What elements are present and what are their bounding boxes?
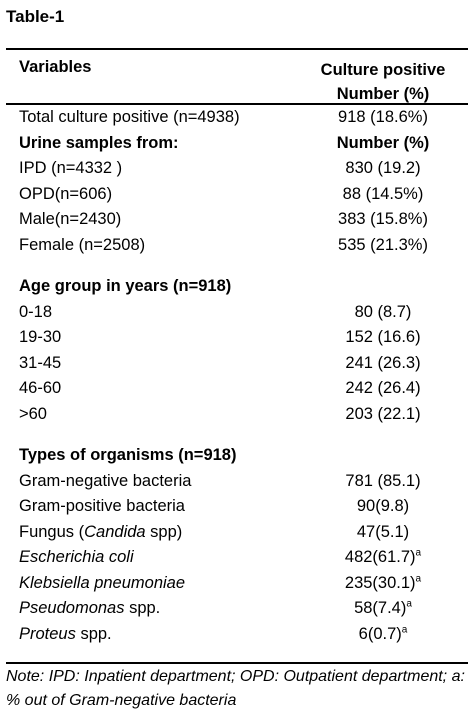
table-row-opd [0, 182, 473, 208]
table-note: Note: IPD: Inpatient department; OPD: Outpatient department; a: % out of Gram-negative bacteria [6, 668, 465, 709]
label-italic: Proteus [19, 624, 76, 643]
row-value: 88 (14.5%) [342, 184, 424, 203]
table-row-age-46-60 [0, 376, 473, 402]
table-row-pseudomonas [0, 596, 473, 622]
table-row-ecoli [0, 545, 473, 571]
row-value: 47(5.1) [356, 522, 410, 541]
table-row-age-0-18 [0, 300, 473, 326]
section-label: Age group in years (n=918) [19, 277, 232, 295]
section-header-organisms [0, 443, 473, 469]
row-label: Gram-positive bacteria [19, 497, 185, 515]
label-suffix: spp) [145, 522, 183, 541]
row-label [19, 622, 112, 648]
row-value: 203 (22.1) [345, 404, 421, 423]
table-body [0, 105, 473, 647]
table-row-age-over-60 [0, 402, 473, 428]
row-label [19, 520, 182, 546]
label-italic: Klebsiella pneumoniae [19, 573, 186, 592]
table-row-age-19-30 [0, 325, 473, 351]
table-row-proteus [0, 622, 473, 648]
row-value: 90(9.8) [356, 497, 410, 515]
section-label: Urine samples from: [19, 133, 179, 152]
section-header-urine [0, 131, 473, 157]
row-label: 46-60 [19, 379, 62, 397]
table-row-gram-negative [0, 469, 473, 495]
header-culture-positive-line2: Number (%) [336, 85, 430, 103]
header-variables: Variables [19, 58, 92, 76]
label-italic: Escherichia coli [19, 548, 134, 566]
row-value: 80 (8.7) [354, 302, 412, 321]
label-italic: Candida [84, 522, 146, 541]
row-spacer [0, 258, 473, 274]
header-culture-positive [298, 58, 468, 106]
row-value: 918 (18.6%) [338, 108, 428, 126]
table-row-total [0, 105, 473, 131]
row-label: Female (n=2508) [19, 235, 146, 254]
row-label: Gram-negative bacteria [19, 471, 192, 490]
table-row-ipd [0, 156, 473, 182]
footnote-marker: a [406, 598, 412, 610]
row-value: 830 (19.2) [345, 159, 421, 177]
label-suffix: spp. [124, 599, 161, 617]
row-value: 383 (15.8%) [338, 210, 428, 228]
footnote-marker: a [415, 547, 422, 559]
row-label: 19-30 [19, 328, 62, 346]
section-value-header: Number (%) [336, 133, 430, 152]
value-text: 235(30.1) [344, 573, 416, 592]
top-rule [6, 48, 468, 50]
row-value: 241 (26.3) [345, 353, 421, 372]
table-title: Table-1 [6, 7, 65, 26]
row-label: Total culture positive (n=4938) [19, 108, 240, 126]
row-value: 781 (85.1) [345, 471, 421, 490]
row-label: Male(n=2430) [19, 210, 122, 228]
row-label: 0-18 [19, 302, 53, 321]
row-label: 31-45 [19, 353, 62, 372]
row-label: IPD (n=4332 ) [19, 159, 123, 177]
value-text: 6(0.7) [358, 624, 402, 643]
table-row-gram-positive [0, 494, 473, 520]
row-label: OPD(n=606) [19, 184, 113, 203]
label-prefix: Fungus ( [19, 522, 85, 541]
label-suffix: spp. [75, 624, 112, 643]
bottom-rule [6, 662, 468, 664]
row-value [298, 571, 468, 597]
table-row-male [0, 207, 473, 233]
row-spacer [0, 427, 473, 443]
row-label [19, 545, 134, 571]
table-row-klebsiella [0, 571, 473, 597]
row-value: 535 (21.3%) [338, 235, 428, 254]
row-value [298, 596, 468, 622]
row-label [19, 571, 185, 597]
row-value: 242 (26.4) [345, 379, 421, 397]
footnote-marker: a [401, 624, 408, 635]
row-value [298, 545, 468, 571]
table-row-female [0, 233, 473, 259]
row-value: 152 (16.6) [345, 328, 421, 346]
row-value [298, 622, 468, 648]
row-label: >60 [19, 404, 47, 423]
row-label [19, 596, 160, 622]
value-text: 482(61.7) [344, 548, 416, 566]
section-label: Types of organisms (n=918) [19, 446, 237, 464]
value-text: 58(7.4) [354, 599, 407, 617]
section-header-age [0, 274, 473, 300]
table-row-age-31-45 [0, 351, 473, 377]
table-row-fungus [0, 520, 473, 546]
footnote-marker: a [415, 573, 422, 584]
label-italic: Pseudomonas [19, 599, 125, 617]
header-culture-positive-line1: Culture positive [320, 61, 446, 79]
